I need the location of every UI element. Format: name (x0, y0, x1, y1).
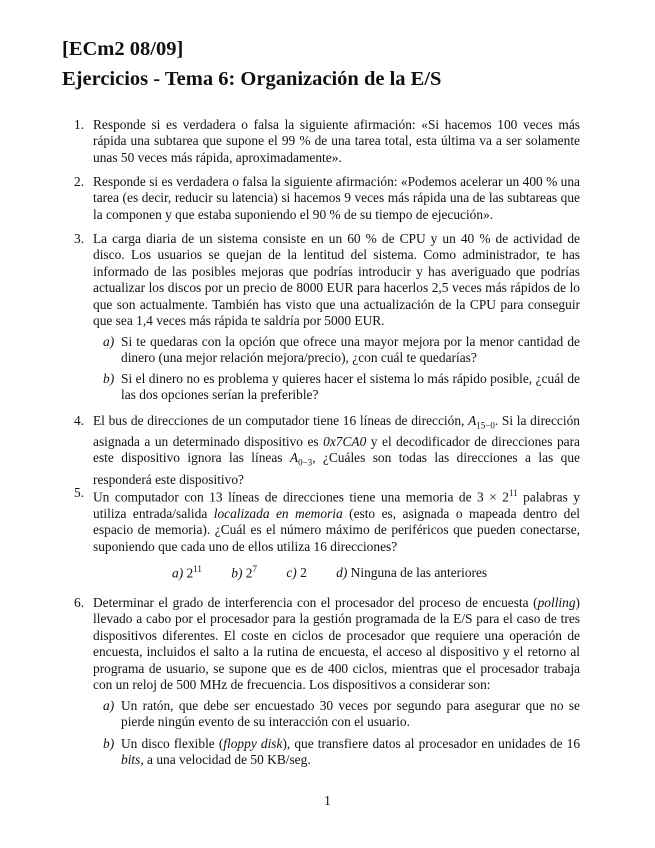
exercise-6 (74, 595, 580, 693)
option-label: d) (336, 565, 348, 581)
math-superscript: 11 (509, 488, 518, 498)
exercise-text: Determinar el grado de interferencia con el procesador del proceso de encuesta ( (93, 595, 538, 610)
sub-label: a) (103, 334, 115, 349)
option-value: 2 (186, 565, 194, 581)
exercise-number: 5. (74, 485, 85, 500)
option-label: c) (286, 565, 297, 581)
sub-text: Si te quedaras con la opción que ofrece una mayor mejora por la menor cantidad de dinero (una mejor relación mejora/precio), ¿con cuál te quedarías? (121, 334, 580, 366)
option-c (286, 565, 306, 581)
exercise-3-sub-a (103, 334, 580, 367)
exercise-text: y el decodificador de direcciones para este dispositivo ignora las líneas (93, 434, 580, 466)
exercise-text: Responde si es verdadera o falsa la siguiente afirmación: «Si hacemos 100 veces más rápida una subtarea que supone el 99 % de una tarea total, esta última va a ser solamente unas 50 veces más rápida, aproximadamente». (93, 117, 580, 165)
math-symbol: A (289, 450, 299, 466)
exercise-number: 2. (74, 174, 85, 189)
answer-options (172, 564, 513, 581)
option-a (172, 564, 202, 581)
sub-text: Un ratón, que debe ser encuestado 30 veces por segundo para asegurar que no se pierde ningún evento de su interacción con el usuario. (121, 698, 580, 730)
course-header: [ECm2 08/09] (62, 38, 184, 60)
sub-text: Un disco flexible ( (121, 736, 224, 751)
page-title: Ejercicios - Tema 6: Organización de la E/S (62, 68, 442, 90)
sub-label: b) (103, 736, 115, 751)
option-b (231, 564, 257, 581)
exercise-text: La carga diaria de un sistema consiste en un 60 % de CPU y un 40 % de actividad de disco. Los usuarios se quejan de la lentitud del sistema. Como administrador, te has informado de las posibles mejoras que podrías introducir y has averiguado que podrías actualizar los discos por un precio de 8000 EUR para hacerlos 2,5 veces más rápidos de lo que son actualmente. También has visto que una actualización de la CPU para conseguir que sea 1,4 veces más rápida te saldría por 5000 EUR. (93, 231, 580, 329)
emphasis-text: localizada en memoria (213, 505, 343, 521)
math-value: 0x7CA0 (323, 434, 367, 450)
exercise-number: 1. (74, 117, 85, 132)
exercise-text: palabras y utiliza entrada/salida (93, 489, 580, 521)
option-label: a) (172, 565, 184, 581)
option-value: 2 (300, 565, 307, 581)
option-value: Ninguna de las anteriores (350, 565, 488, 581)
emphasis-text: bits (121, 752, 141, 768)
exercise-text: . Si la dirección asignada a un determinado dispositivo es (93, 413, 580, 450)
sub-label: b) (103, 371, 115, 386)
exercise-number: 4. (74, 413, 85, 428)
exercise-text: Responde si es verdadera o falsa la siguiente afirmación: «Podemos acelerar un 400 % una tarea (es decir, reducir su latencia) si hacemos 9 veces más rápida una de las subtareas que la componen y que estaba suponiendo el 90 % de su tiempo de ejecución». (93, 174, 580, 222)
option-d (336, 565, 487, 581)
exercise-3-sub-b (103, 371, 580, 404)
exercise-text: El bus de direcciones de un computador tiene 16 líneas de dirección, (93, 413, 469, 428)
page-number: 1 (324, 793, 331, 808)
math-subscript: 15−0 (476, 420, 495, 431)
option-label: b) (231, 565, 243, 581)
exercise-text: Un computador con 13 líneas de direcciones tiene una memoria de 3 × 2 (93, 489, 509, 505)
sub-label: a) (103, 698, 115, 713)
math-subscript: 0−3 (298, 458, 313, 469)
exercise-text: ) llevado a cabo por el procesador para la gestión programada de la E/S para el caso de tres dispositivos diferentes. El coste en ciclos de procesador que requiere una operación de encuesta, incluidos el salto a la rutina de encuesta, el acceso al dispositivo y el retorno al programa de usuario, se supone que es de 400 ciclos, mientras que el procesador trabaja con un reloj de 500 MHz de frecuencia. Los dispositivos a considerar son: (93, 595, 580, 693)
exercise-4 (74, 413, 580, 488)
option-value: 2 (245, 565, 253, 581)
sub-text: Si el dinero no es problema y quieres hacer el sistema lo más rápido posible, ¿cuál de las dos opciones serían la preferible? (121, 371, 580, 403)
math-symbol: A (468, 413, 477, 428)
exercise-6-sub-b (103, 736, 581, 769)
exercise-number: 3. (74, 231, 85, 246)
exercise-5 (74, 485, 581, 555)
exercise-2 (74, 174, 580, 223)
exercise-6-sub-a (103, 698, 580, 731)
exercise-number: 6. (74, 595, 85, 610)
sub-text: ), que transfiere datos al procesador en unidades de 16 (282, 736, 581, 751)
exercise-text: , ¿Cuáles son todas las direcciones a las que responderá este dispositivo? (93, 450, 580, 487)
sub-text: , a una velocidad de 50 KB/seg. (140, 752, 311, 768)
exercise-3 (74, 231, 580, 329)
emphasis-text: polling (537, 595, 576, 610)
exercise-text: (esto es, asignada o mapeada dentro del espacio de memoria). ¿Cuál es el número máximo de periféricos que pueden conectarse, suponiendo que cada uno de ellos utiliza 16 direcciones? (93, 505, 581, 554)
option-superscript: 7 (252, 564, 257, 574)
exercise-1 (74, 117, 580, 166)
emphasis-text: floppy disk (223, 736, 283, 751)
option-superscript: 11 (193, 564, 202, 574)
